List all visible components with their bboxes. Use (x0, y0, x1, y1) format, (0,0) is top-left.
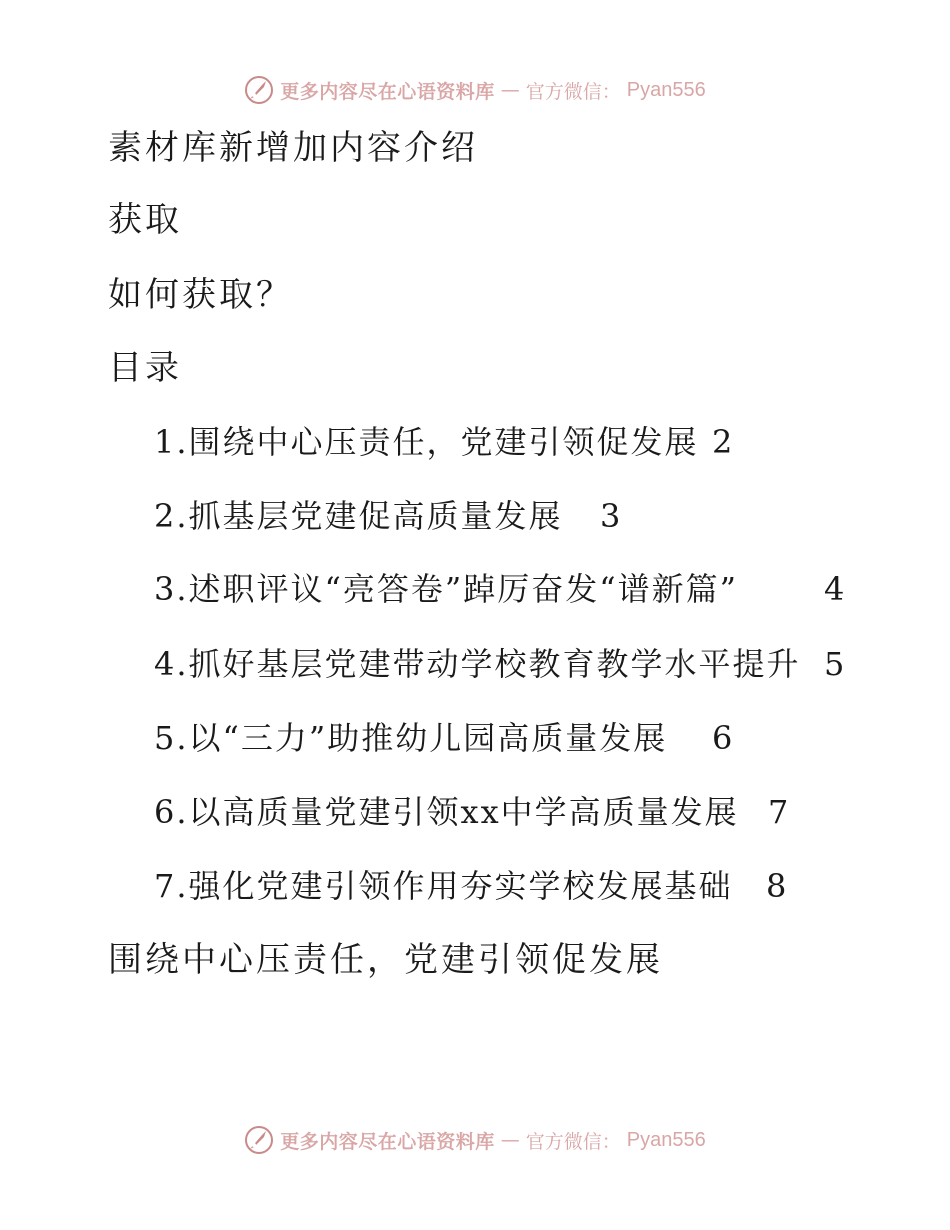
toc-item-3[interactable] (0, 569, 950, 609)
obtain-heading: 获取 (108, 200, 182, 240)
watermark-site-text: 更多内容尽在心语资料库 (280, 1130, 495, 1153)
toc-item-text: 7.强化党建引领作用夯实学校发展基础 (154, 867, 733, 905)
intro-heading: 素材库新增加内容介绍 (108, 128, 478, 168)
toc-title: 目录 (108, 348, 182, 388)
toc-item-page: 5 (824, 645, 845, 683)
quill-pen-logo-icon (244, 75, 274, 105)
toc-item-page: 2 (712, 423, 733, 461)
toc-item-page: 7 (768, 793, 789, 831)
toc-item-7[interactable] (0, 866, 950, 906)
footer-watermark (0, 1120, 950, 1160)
toc-item-text: 2.抓基层党建促高质量发展 (154, 497, 563, 535)
watermark-wechat-id: Pyan556 (626, 78, 706, 101)
watermark-site-text: 更多内容尽在心语资料库 (280, 80, 495, 103)
header-watermark (0, 70, 950, 110)
toc-item-page: 4 (824, 570, 845, 608)
toc-item-2[interactable] (0, 496, 950, 536)
toc-item-text: 3.述职评议“亮答卷”踔厉奋发“谱新篇” (154, 570, 738, 608)
quill-pen-logo-icon (244, 1125, 274, 1155)
watermark-separator: — (500, 1129, 520, 1151)
watermark-official-label: 官方微信： (525, 1130, 621, 1153)
section-title: 围绕中心压责任，党建引领促发展 (108, 940, 663, 980)
toc-item-page: 6 (712, 719, 733, 757)
watermark-separator: — (500, 79, 520, 101)
toc-item-text: 4.抓好基层党建带动学校教育教学水平提升 (154, 645, 801, 683)
toc-item-page: 8 (766, 867, 787, 905)
toc-item-text: 5.以“三力”助推幼儿园高质量发展 (154, 719, 668, 757)
watermark-official-label: 官方微信： (525, 80, 621, 103)
watermark-wechat-id: Pyan556 (626, 1128, 706, 1151)
toc-item-text: 1.围绕中心压责任，党建引领促发展 (154, 423, 699, 461)
toc-item-page: 3 (600, 497, 621, 535)
toc-item-6[interactable] (0, 792, 950, 832)
toc-item-5[interactable] (0, 718, 950, 758)
toc-item-1[interactable] (0, 422, 950, 462)
how-to-obtain-heading: 如何获取？ (108, 275, 293, 315)
toc-item-4[interactable] (0, 644, 950, 684)
toc-item-text: 6.以高质量党建引领xx中学高质量发展 (154, 793, 739, 831)
